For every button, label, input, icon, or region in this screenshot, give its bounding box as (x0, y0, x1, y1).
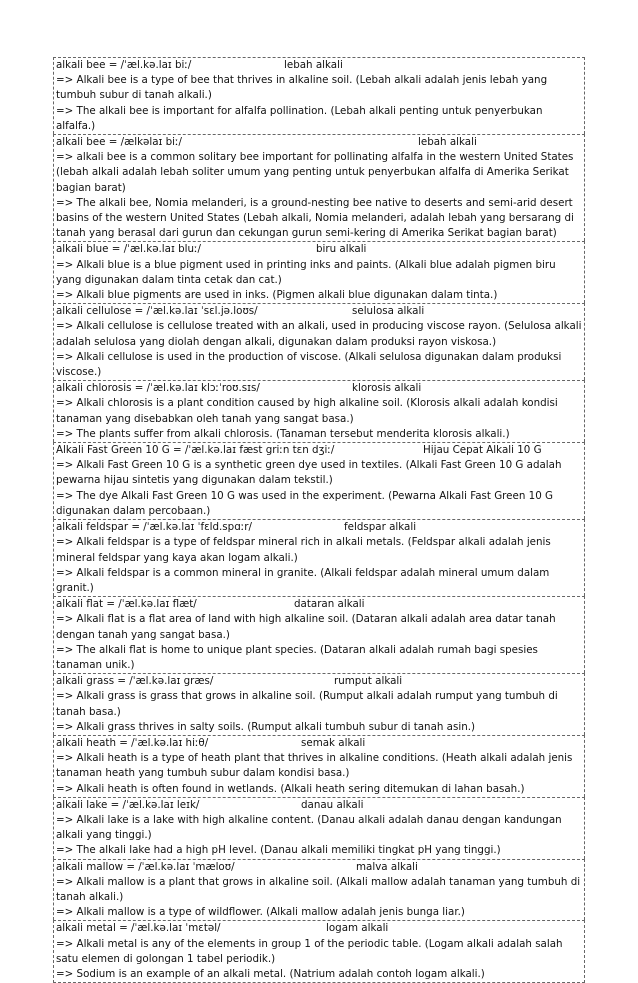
entry-header (56, 736, 583, 751)
entry-header (56, 860, 583, 875)
entry-header (56, 597, 583, 612)
entry-example: => The alkali lake had a high pH level. (Danau alkali memiliki tingkat pH yang tinggi.) (56, 844, 501, 857)
vocabulary-list (53, 57, 585, 983)
vocabulary-entry (53, 303, 585, 380)
entry-translation: biru alkali (316, 243, 367, 256)
entry-example: => Alkali cellulose is used in the production of viscose. (Alkali selulosa digunakan dalam produksi viscose.) (56, 350, 562, 379)
entry-example: => The alkali bee, Nomia melanderi, is a ground-nesting bee native to deserts and semi-arid desert basins of the western United States (Lebah alkali, Nomia melanderi, adalah lebah yang bersarang di tanah yang berasal dari gurun dan cekungan gurun semi-kering di Amerika Serikat bagian barat) (56, 196, 574, 240)
entry-translation: semak alkali (301, 736, 366, 749)
entry-definition: => Alkali grass is grass that grows in alkaline soil. (Rumput alkali adalah rumput yang tumbuh di tanah basa.) (56, 690, 558, 718)
vocabulary-entry (53, 920, 585, 983)
vocabulary-entry (53, 735, 585, 797)
entry-header (56, 520, 583, 535)
entry-term: alkali feldspar = /ˈæl.kə.laɪ ˈfɛld.spɑːr/ (56, 521, 252, 534)
vocabulary-entry (53, 859, 585, 921)
entry-header (56, 304, 583, 319)
entry-term: alkali flat = /ˈæl.kə.laɪ flæt/ (56, 598, 197, 611)
entry-header (56, 674, 583, 689)
entry-definition: => Alkali cellulose is cellulose treated with an alkali, used in producing viscose rayon. (Selulosa alkali adalah selulosa yang diolah dengan alkali, digunakan dalam produksi rayon viskosa.) (56, 320, 582, 348)
entry-example: => Alkali mallow is a type of wildflower. (Alkali mallow adalah jenis bunga liar.) (56, 906, 465, 919)
entry-example: => The plants suffer from alkali chlorosis. (Tanaman tersebut menderita klorosis alkali.) (56, 427, 510, 440)
entry-term: alkali cellulose = /ˈæl.kə.laɪ ˈsɛl.jə.loʊs/ (56, 305, 258, 318)
entry-term: alkali chlorosis = /ˈæl.kə.laɪ klɔːˈroʊ.sɪs/ (56, 382, 260, 395)
vocabulary-entry (53, 380, 585, 442)
entry-translation: klorosis alkali (352, 382, 422, 395)
entry-definition: => Alkali lake is a lake with high alkaline content. (Danau alkali adalah danau dengan kandungan alkali yang tinggi.) (56, 813, 562, 842)
entry-term: alkali bee = /ˈæl.kə.laɪ biː/ (56, 59, 192, 71)
entry-header (56, 58, 583, 73)
entry-term: alkali heath = /ˈæl.kə.laɪ hiːθ/ (56, 736, 209, 749)
vocabulary-entry (53, 57, 585, 134)
entry-translation: malva alkali (356, 860, 418, 873)
entry-translation: lebah alkali (418, 136, 477, 149)
entry-term: alkali bee = /ælkəlaɪ biː/ (56, 136, 182, 149)
entry-translation: dataran alkali (294, 598, 365, 611)
entry-example: => The alkali flat is home to unique plant species. (Dataran alkali adalah rumah bagi spesies tanaman unik.) (56, 643, 538, 671)
entry-term: Alkali Fast Green 10 G = /ˈæl.kə.laɪ fæst griːn tɛn dʒiː/ (56, 444, 335, 457)
entry-definition: => Alkali mallow is a plant that grows in alkaline soil. (Alkali mallow adalah tanaman yang tumbuh di tanah alkali.) (56, 875, 581, 903)
entry-definition: => Alkali chlorosis is a plant condition caused by high alkaline soil. (Klorosis alkali adalah kondisi tanaman yang disebabkan oleh tanah yang sangat basa.) (56, 397, 558, 425)
entry-translation: logam alkali (326, 922, 389, 935)
entry-header (56, 798, 583, 813)
vocabulary-entry (53, 241, 585, 303)
entry-translation: rumput alkali (334, 675, 403, 688)
entry-example: => The dye Alkali Fast Green 10 G was used in the experiment. (Pewarna Alkali Fast Green 10 G digunakan dalam percobaan.) (56, 489, 553, 517)
entry-term: alkali grass = /ˈæl.kə.laɪ græs/ (56, 675, 214, 688)
entry-definition: => Alkali heath is a type of heath plant that thrives in alkaline conditions. (Heath alkali adalah jenis tanaman heath yang tumbuh subur dalam kondisi basa.) (56, 752, 573, 780)
entry-example: => Alkali feldspar is a common mineral in granite. (Alkali feldspar adalah mineral umum dalam granit.) (56, 566, 550, 594)
entry-example: => Alkali blue pigments are used in inks. (Pigmen alkali blue digunakan dalam tinta.) (56, 289, 498, 302)
entry-header (56, 242, 583, 257)
vocabulary-entry (53, 797, 585, 859)
entry-definition: => Alkali metal is any of the elements in group 1 of the periodic table. (Logam alkali adalah salah satu elemen di golongan 1 tabel periodik.) (56, 937, 563, 965)
entry-translation: Hijau Cepat Alkali 10 G (423, 444, 542, 457)
entry-header (56, 381, 583, 396)
vocabulary-entry (53, 596, 585, 673)
entry-definition: => alkali bee is a common solitary bee important for pollinating alfalfa in the western United States (lebah alkali adalah lebah soliter umum yang penting untuk penyerbukan alfalfa di Amerika Serikat bagian barat) (56, 151, 574, 194)
entry-definition: => Alkali blue is a blue pigment used in printing inks and paints. (Alkali blue adalah pigmen biru yang digunakan dalam tinta cetak dan cat.) (56, 258, 556, 286)
entry-definition: => Alkali Fast Green 10 G is a synthetic green dye used in textiles. (Alkali Fast Green 10 G adalah pewarna hijau sintetis yang digunakan dalam tekstil.) (56, 459, 562, 487)
entry-header (56, 921, 583, 936)
entry-translation: danau alkali (301, 798, 364, 811)
entry-term: alkali blue = /ˈæl.kə.laɪ bluː/ (56, 243, 201, 256)
entry-translation: lebah alkali (284, 59, 343, 71)
vocabulary-entry (53, 134, 585, 241)
entry-definition: => Alkali flat is a flat area of land with high alkaline soil. (Dataran alkali adalah area datar tanah dengan tanah yang sangat basa.) (56, 613, 556, 641)
vocabulary-entry (53, 442, 585, 519)
vocabulary-entry (53, 519, 585, 596)
entry-term: alkali metal = /ˈæl.kə.laɪ ˈmɛtəl/ (56, 922, 221, 935)
entry-term: alkali lake = /ˈæl.kə.laɪ leɪk/ (56, 798, 200, 811)
entry-term: alkali mallow = /ˈæl.kə.laɪ ˈmæloʊ/ (56, 860, 235, 873)
entry-definition: => Alkali feldspar is a type of feldspar mineral rich in alkali metals. (Feldspar alkali adalah jenis mineral feldspar yang kaya akan logam alkali.) (56, 536, 551, 564)
entry-header (56, 135, 583, 150)
vocabulary-entry (53, 673, 585, 735)
entry-header (56, 443, 583, 458)
entry-example: => The alkali bee is important for alfalfa pollination. (Lebah alkali penting untuk penyerbukan alfalfa.) (56, 104, 543, 132)
entry-definition: => Alkali bee is a type of bee that thrives in alkaline soil. (Lebah alkali adalah jenis lebah yang tumbuh subur di tanah alkali.) (56, 74, 548, 102)
entry-translation: selulosa alkali (352, 305, 425, 318)
entry-example: => Sodium is an example of an alkali metal. (Natrium adalah contoh logam alkali.) (56, 967, 485, 980)
entry-example: => Alkali heath is often found in wetlands. (Alkali heath sering ditemukan di lahan basah.) (56, 782, 525, 795)
entry-translation: feldspar alkali (344, 521, 417, 534)
entry-example: => Alkali grass thrives in salty soils. (Rumput alkali tumbuh subur di tanah asin.) (56, 720, 476, 733)
